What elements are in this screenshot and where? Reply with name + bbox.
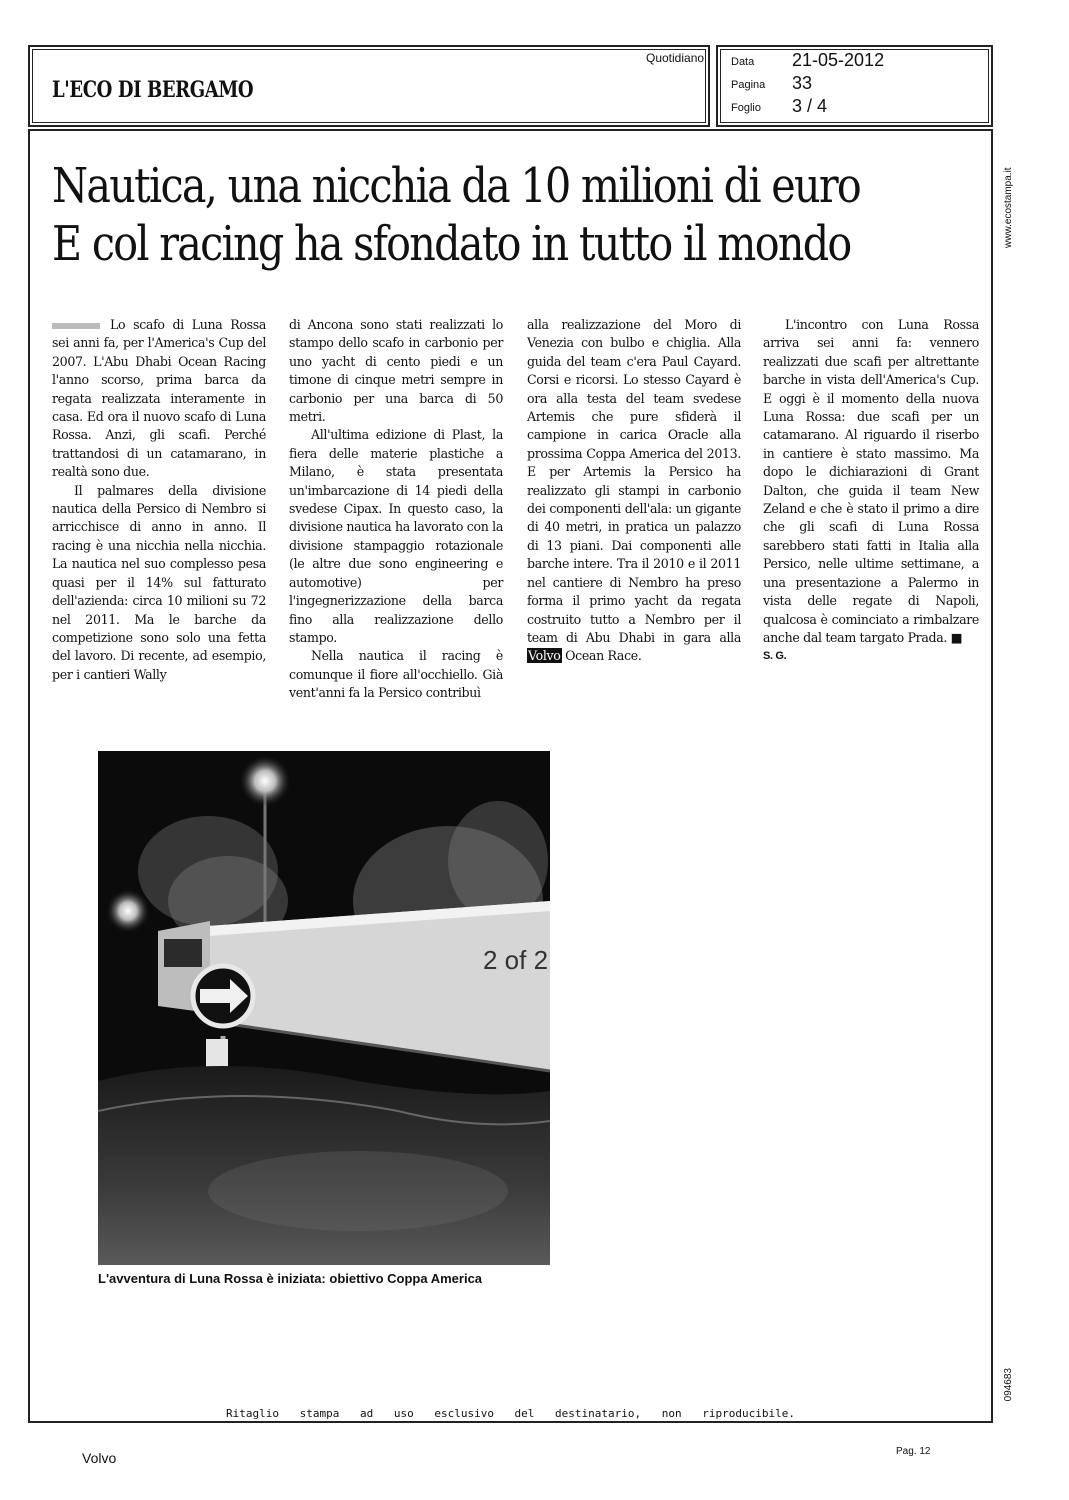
author-signature: S. G. xyxy=(763,650,787,663)
keyword-highlight: Volvo xyxy=(528,648,561,664)
article-paragraph: All'ultima edizione di Plast, la fiera delle materie plastiche a Milano, è stata presentata un'imbarcazione di 14 piedi della svedese Cipax. In questo caso, la divisione nautica ha lavorato con la divisione stampaggio rotazionale (le altre due sono engineering e automotive) per l'ingegnerizzazione della barca fino alla realizzazione dello stampo. xyxy=(289,427,503,645)
sheet-value: 3 / 4 xyxy=(792,96,828,116)
page-label: Pagina xyxy=(731,79,766,91)
trailer-label: 2 of 2 xyxy=(483,945,549,975)
date-label: Data xyxy=(731,56,755,68)
article-paragraph: Il palmares della divisione nautica della Persico di Nembro si arricchisce di anno in anno. Il racing è una nicchia nella nicchia. La nautica nel suo complesso pesa quasi per il 14% sul fatturato dell'azienda: circa 10 milioni su 72 nel 2011. Ma le barche da competizione sono solo una fetta del lavoro. Di recente, ad esempio, per i cantieri Wally xyxy=(52,482,266,682)
page-number: Pag. 12 xyxy=(896,1446,931,1457)
client-brand: Volvo xyxy=(82,1450,117,1466)
article-paragraph: Nella nautica il racing è comunque il fiore all'occhiello. Già vent'anni fa la Persico contribuì xyxy=(289,648,503,701)
street-lamp xyxy=(239,755,291,807)
page-value: 33 xyxy=(792,73,813,93)
night-scene-illustration xyxy=(98,751,550,1265)
sheet-label: Foglio xyxy=(731,102,761,114)
headline-line-1: Nautica, una nicchia da 10 milioni di euro xyxy=(52,158,860,214)
masthead: L'ECO DI BERGAMO xyxy=(52,77,254,103)
publication-type: Quotidiano xyxy=(646,51,705,65)
headline xyxy=(52,157,860,273)
photo-caption: L'avventura di Luna Rossa è iniziata: obiettivo Coppa America xyxy=(98,1271,483,1286)
article-paragraph: Lo scafo di Luna Rossa sei anni fa, per l'America's Cup del 2007. L'Abu Dhabi Ocean Racing l'anno scorso, prima barca da regata realizzata interamente in casa. Ed ora il nuovo scafo di Luna Rossa. Anzi, gli scafi. Perché trattandosi di un catamarano, in realtà sono due. xyxy=(52,317,266,480)
date-value: 21-05-2012 xyxy=(792,50,885,70)
kicker-bar xyxy=(52,323,100,329)
headline-line-2: E col racing ha sfondato in tutto il mondo xyxy=(52,216,851,272)
article-photo xyxy=(98,751,550,1265)
side-url: www.ecostampa.it xyxy=(1003,167,1014,248)
article-column-4 xyxy=(763,316,979,666)
article-paragraph: L'incontro con Luna Rossa arriva sei anni fa: vennero realizzati due scafi per altrettante barche in vista dell'America's Cup. E oggi è il momento della nuova Luna Rossa: due scafi per un catamarano. Al riguardo il riserbo in cantiere è stato massimo. Ma dopo le dichiarazioni di Grant Dalton, che guida il team New Zeland e che è stato il primo a dire che gli scafi di Luna Rossa sarebbero stati fatti in Italia alla Persico, nelle ultime settimane, a una presentazione a Palermo in vista delle regate di Napoli, qualcosa è cominciato a rimbalzare anche dal team targato Prada. ■ xyxy=(763,317,979,645)
article-column-2 xyxy=(289,316,503,703)
article-column-1 xyxy=(52,316,266,684)
footer-disclaimer: Ritaglio stampa ad uso esclusivo del destinatario, non riproducibile. xyxy=(226,1407,795,1420)
side-code: 094683 xyxy=(1003,1368,1014,1402)
street-lamp xyxy=(106,889,150,933)
article-column-3 xyxy=(527,316,741,666)
article-paragraph: alla realizzazione del Moro di Venezia con bulbo e chiglia. Alla guida del team c'era Paul Cayard. Corsi e ricorsi. Lo stesso Cayard è ora alla testa del team svedese Artemis che pure sfiderà il campione in carica Oracle alla prossima Coppa America del 2013. E per Artemis la Persico ha realizzato gli stampi in carbonio dei componenti dell'ala: un gigante di 40 metri, in pratica un palazzo di 13 piani. Dai componenti alle barche intere. Tra il 2010 e il 2011 nel cantiere di Nembro ha preso forma il primo yacht da regata costruito tutto a Nembro per il team di Abu Dhabi in gara alla Volvo Ocean Race. xyxy=(527,317,741,664)
article-paragraph: di Ancona sono stati realizzati lo stampo dello scafo in carbonio per uno yacht di cento piedi e un timone di cinque metri sempre in carbonio per una barca di 50 metri. xyxy=(289,317,503,425)
